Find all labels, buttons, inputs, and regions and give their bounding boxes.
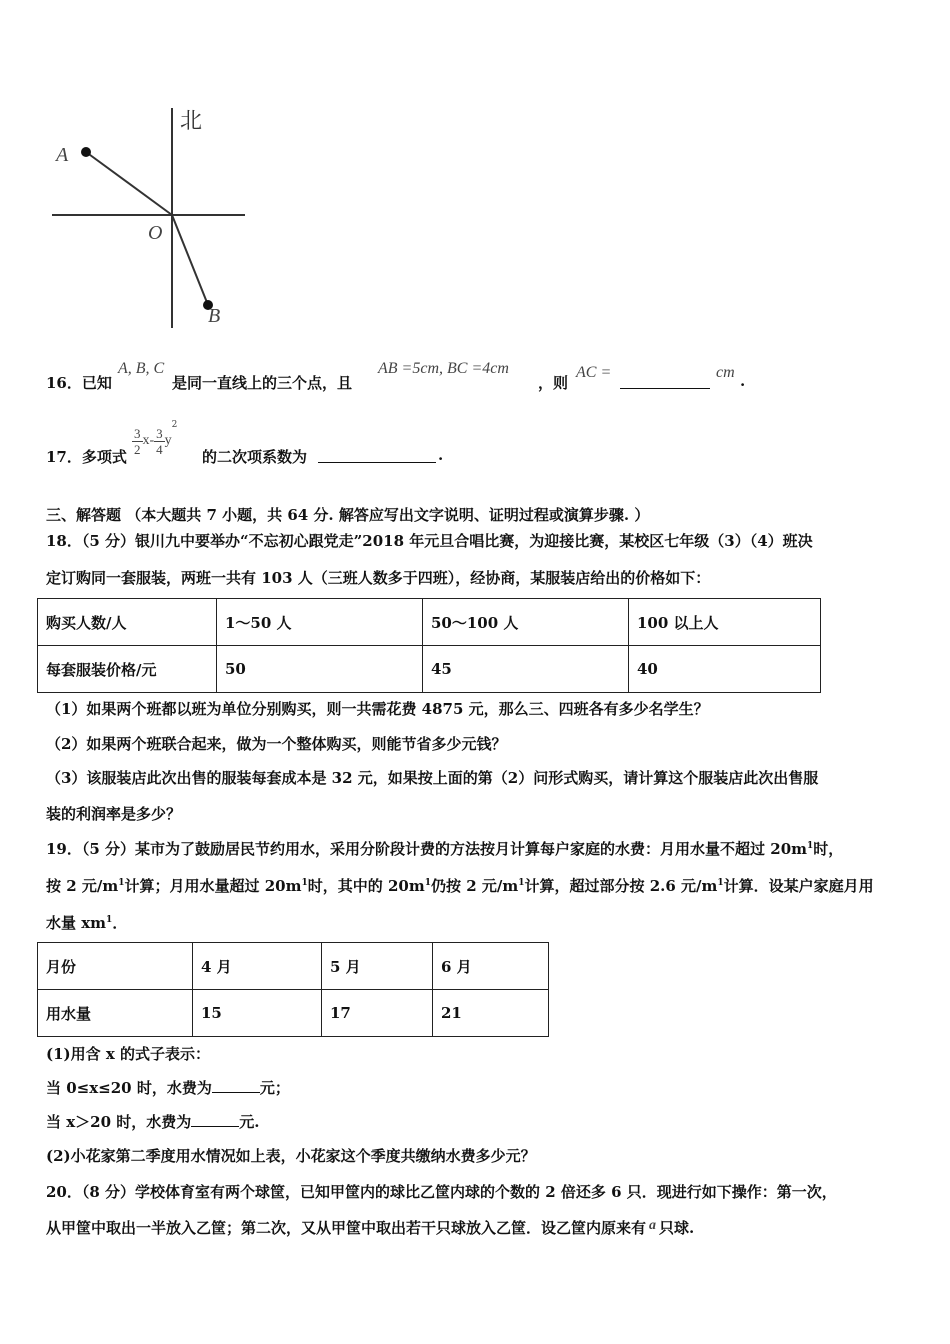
table-cell: 用水量 bbox=[38, 990, 193, 1037]
q16-text2: 是同一直线上的三个点，且 bbox=[172, 374, 353, 392]
q17-text2: 的二次项系数为 bbox=[202, 448, 308, 466]
q19-answer-blank-1[interactable] bbox=[212, 1078, 260, 1093]
q16-lengths: AB =5cm, BC =4cm bbox=[378, 360, 509, 377]
q17-end: . bbox=[438, 446, 444, 464]
table-cell: 1～50 人 bbox=[217, 599, 423, 646]
q18-sub-3a: （3）该服装店此次出售的服装每套成本是 32 元，如果按上面的第（2）问形式购买，请计算这个服装店此次出售服 bbox=[46, 769, 819, 787]
table-cell: 17 bbox=[322, 990, 433, 1037]
q19-sub-1a: 当 0≤x≤20 时，水费为 元； bbox=[46, 1079, 290, 1097]
q19-sub-1b: 当 x＞20 时，水费为 元. bbox=[46, 1113, 260, 1131]
q17-answer-blank[interactable] bbox=[318, 448, 436, 463]
q16-points: A, B, C bbox=[118, 360, 165, 377]
q19-line-2: 按 2 元$/m^1$计算；月用水量超过 $20m^1$时，其中的 $20m^1$仍按 2 元$/m^1$计算，超过部分按 2.6 元$/m^1$计算．设某户家庭月用 bbox=[46, 877, 874, 895]
table-cell: 4 月 bbox=[193, 943, 322, 990]
price-table bbox=[37, 598, 821, 693]
q16-text3: ，则 bbox=[538, 374, 569, 392]
question-16: 16．已知 bbox=[46, 374, 112, 392]
water-usage-table bbox=[37, 942, 549, 1037]
ray-ob bbox=[172, 215, 208, 305]
q18-line-1: 18．（5 分）银川九中要举办“不忘初心跟党走”2018 年元旦合唱比赛，为迎接比赛，某校区七年级（3）（4）班决 bbox=[46, 532, 813, 550]
table-cell: 月份 bbox=[38, 943, 193, 990]
table-cell: 每套服装价格/元 bbox=[38, 646, 217, 693]
q17-fraction-1: $\frac{3}{2}$ bbox=[134, 425, 141, 457]
q16-answer-blank[interactable] bbox=[620, 374, 710, 389]
table-cell: 15 bbox=[193, 990, 322, 1037]
q19-sub-2: (2)小花家第二季度用水情况如上表，小花家这个季度共缴纳水费多少元？ bbox=[46, 1147, 536, 1165]
point-a-label: A bbox=[56, 144, 69, 166]
ray-oa bbox=[86, 152, 172, 215]
q16-unit: cm bbox=[716, 364, 735, 381]
table-cell: 50 bbox=[217, 646, 423, 693]
table-cell: 购买人数/人 bbox=[38, 599, 217, 646]
section-3-title: 三、解答题 （本大题共 7 小题，共 64 分. 解答应写出文字说明、证明过程或演算步骤. ） bbox=[46, 506, 650, 524]
q16-end: . bbox=[740, 372, 746, 390]
q19-answer-blank-2[interactable] bbox=[191, 1112, 239, 1127]
q17-fraction-2: $\frac{3}{4}$ bbox=[156, 425, 163, 457]
q19-sub-1: (1)用含 x 的式子表示： bbox=[46, 1045, 211, 1063]
table-cell: 45 bbox=[423, 646, 629, 693]
table-cell: 5 月 bbox=[322, 943, 433, 990]
table-cell: 50～100 人 bbox=[423, 599, 629, 646]
q20-line-2: 从甲筐中取出一半放入乙筐；第二次，又从甲筐中取出若干只球放入乙筐．设乙筐内原来有 a 只球. bbox=[46, 1218, 695, 1237]
q17-polynomial: $\frac{3}{2}$ x- $\frac{3}{4}$ $y^2$ bbox=[134, 420, 178, 457]
table-cell: 40 bbox=[629, 646, 821, 693]
q18-sub-3b: 装的利润率是多少？ bbox=[46, 805, 182, 823]
question-17: 17．多项式 bbox=[46, 448, 127, 466]
point-b-label: B bbox=[208, 305, 221, 327]
q18-line-2: 定订购同一套服装，两班一共有 103 人（三班人数多于四班），经协商，某服装店给出的价格如下： bbox=[46, 569, 711, 587]
point-o-label: O bbox=[148, 222, 163, 244]
table-cell: 6 月 bbox=[433, 943, 549, 990]
q19-line-1: 19．（5 分）某市为了鼓励居民节约用水，采用分阶段计费的方法按月计算每户家庭的水费：月用水量不超过 $20m^1$时， bbox=[46, 840, 844, 858]
table-cell: 21 bbox=[433, 990, 549, 1037]
q16-ac: AC = bbox=[576, 364, 612, 381]
compass-diagram bbox=[40, 100, 260, 340]
q18-sub-1: （1）如果两个班都以班为单位分别购买，则一共需花费 4875 元，那么三、四班各有多少名学生？ bbox=[46, 700, 709, 718]
point-a bbox=[81, 147, 91, 157]
q20-line-1: 20．（8 分）学校体育室有两个球筐，已知甲筐内的球比乙筐内球的个数的 2 倍还多 6 只．现进行如下操作：第一次， bbox=[46, 1183, 837, 1201]
q19-line-3: 水量 $xm^1$． bbox=[46, 914, 128, 932]
table-cell: 100 以上人 bbox=[629, 599, 821, 646]
north-label: 北 bbox=[180, 109, 203, 134]
q18-sub-2: （2）如果两个班联合起来，做为一个整体购买，则能节省多少元钱？ bbox=[46, 735, 507, 753]
